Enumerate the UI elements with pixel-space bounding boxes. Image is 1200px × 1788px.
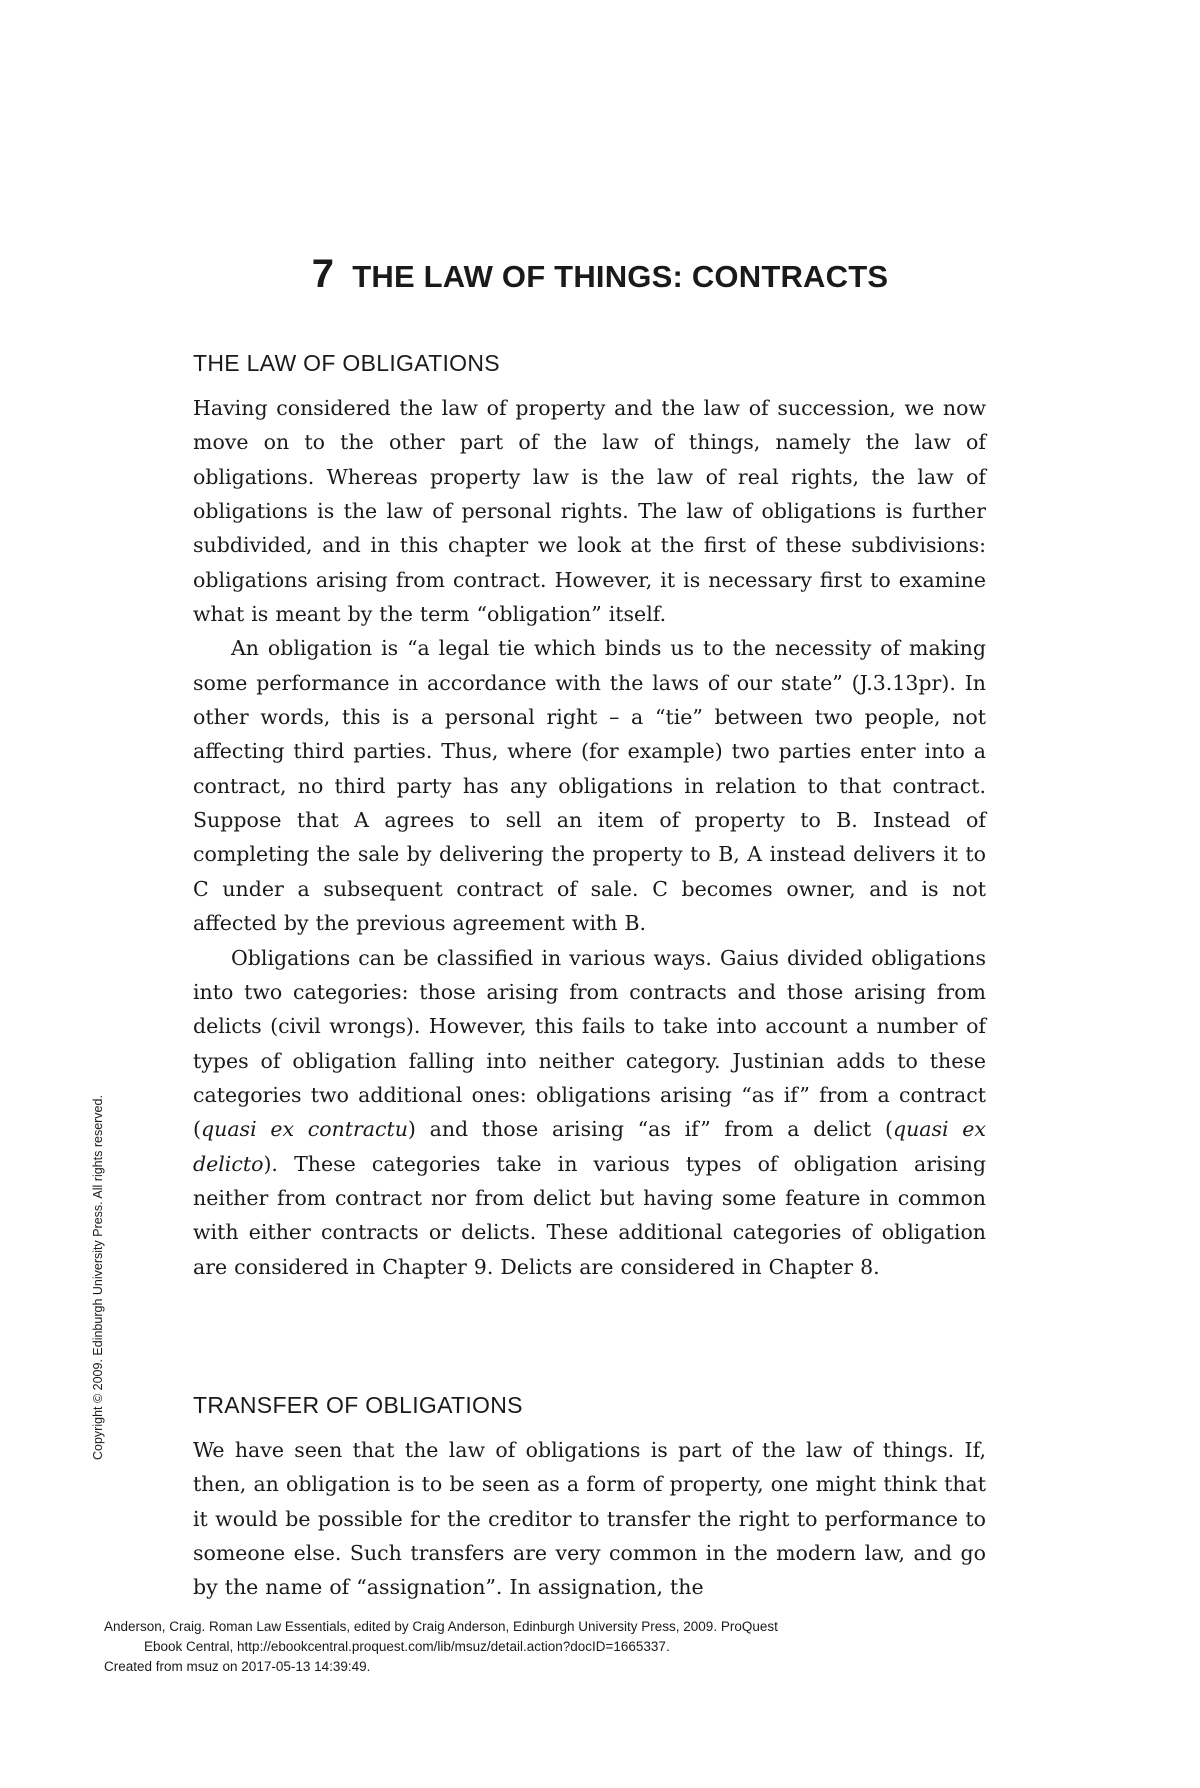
paragraph-text: ). These categories take in various types of obligation arising neither from contract nor from delict but having some feature in common with either contracts or delicts. These additional categories of obligation are considered in Chapter 9. Delicts are considered in Chapter 8.: [193, 1151, 986, 1279]
chapter-title: THE LAW OF THINGS: CONTRACTS: [352, 259, 889, 294]
chapter-heading: [0, 252, 1200, 297]
footer-url-line: Ebook Central, http://ebookcentral.proquest.com/lib/msuz/detail.action?docID=1665337.: [144, 1639, 670, 1654]
paragraph: [193, 631, 986, 940]
side-copyright-notice: Copyright © 2009. Edinburgh University Press. All rights reserved.: [91, 1095, 105, 1460]
latin-term: quasi ex delicto: [193, 1117, 986, 1176]
paragraph: [193, 1433, 986, 1605]
footer-created-line: Created from msuz on 2017-05-13 14:39:49.: [104, 1659, 371, 1674]
latin-term: quasi ex contractu: [201, 1117, 408, 1142]
paragraph: [193, 941, 986, 1284]
paragraph-text: Obligations can be classified in various ways. Gaius divided obligations into two categories: those arising from contracts and those arising from delicts (civil wrongs). However, this fails to take into account a number of types of obligation falling into neither category. Justinian adds to these categories two additional ones: obligations arising “as if” from a contract (: [193, 945, 986, 1142]
paragraph-text: Having considered the law of property and the law of succession, we now move on to the other part of the law of things, namely the law of obligations. Whereas property law is the law of real rights, the law of obligations is the law of personal rights. The law of obligations is further subdivided, and in this chapter we look at the first of these subdivisions: obligations arising from contract. However, it is necessary first to examine what is meant by the term “obligation” itself.: [193, 396, 986, 627]
footer-citation-line: Anderson, Craig. Roman Law Essentials, edited by Craig Anderson, Edinburgh University Press, 2009. ProQuest: [104, 1619, 778, 1634]
section-body-law-of-obligations: [193, 391, 986, 1284]
section-body-transfer-of-obligations: [193, 1433, 986, 1605]
chapter-number: 7: [311, 252, 335, 296]
section-heading-law-of-obligations: THE LAW OF OBLIGATIONS: [193, 350, 500, 376]
paragraph-text: An obligation is “a legal tie which binds us to the necessity of making some performance in accordance with the laws of our state” (J.3.13pr). In other words, this is a personal right – a “tie” between two people, not affecting third parties. Thus, where (for example) two parties enter into a contract, no third party has any obligations in relation to that contract. Suppose that A agrees to sell an item of property to B. Instead of completing the sale by delivering the property to B, A instead delivers it to C under a subsequent contract of sale. C becomes owner, and is not affected by the previous agreement with B.: [193, 636, 986, 936]
paragraph-text: We have seen that the law of obligations is part of the law of things. If, then, an obligation is to be seen as a form of property, one might think that it would be possible for the creditor to transfer the right to performance to someone else. Such transfers are very common in the modern law, and go by the name of “assignation”. In assignation, the: [193, 1438, 986, 1600]
section-heading-transfer-of-obligations: TRANSFER OF OBLIGATIONS: [193, 1392, 523, 1418]
citation-footer: [104, 1617, 778, 1677]
paragraph: [193, 391, 986, 631]
paragraph-text: ) and those arising “as if” from a delict (: [407, 1117, 893, 1142]
